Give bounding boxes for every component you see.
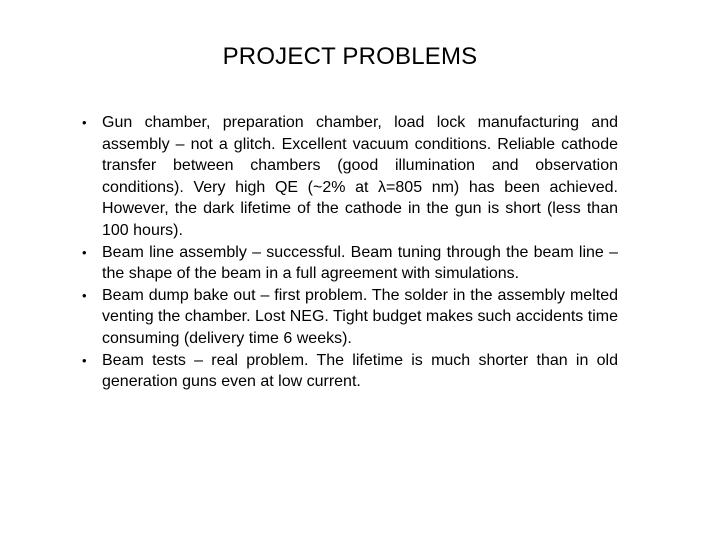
bullet-icon: • — [82, 287, 87, 303]
bullet-item — [82, 242, 618, 285]
bullet-text: Beam dump bake out – first problem. The solder in the assembly melted venting the chamber. Lost NEG. Tight budget makes such accidents time consuming (delivery time 6 weeks). — [102, 286, 618, 347]
bullet-icon: • — [82, 352, 87, 368]
bullet-text: Beam line assembly – successful. Beam tuning through the beam line – the shape of the beam in a full agreement with simulations. — [102, 243, 618, 283]
bullet-icon: • — [82, 244, 87, 260]
bullet-text: Beam tests – real problem. The lifetime is much shorter than in old generation guns even at low current. — [102, 351, 618, 391]
slide-title: PROJECT PROBLEMS — [222, 43, 478, 70]
bullet-item — [82, 350, 618, 393]
bullet-item — [82, 112, 618, 242]
bullet-item — [82, 285, 618, 350]
bullet-list — [82, 112, 618, 393]
bullet-icon: • — [82, 115, 87, 130]
bullet-text: Gun chamber, preparation chamber, load lock manufacturing and assembly – not a glitch. Excellent vacuum conditions. Reliable cathode transfer between chambers (good illumination and observation conditions). Very high QE (~2% at λ=805 nm) has been achieved. However, the dark lifetime of the cathode in the gun is short (less than 100 hours). — [102, 114, 618, 239]
